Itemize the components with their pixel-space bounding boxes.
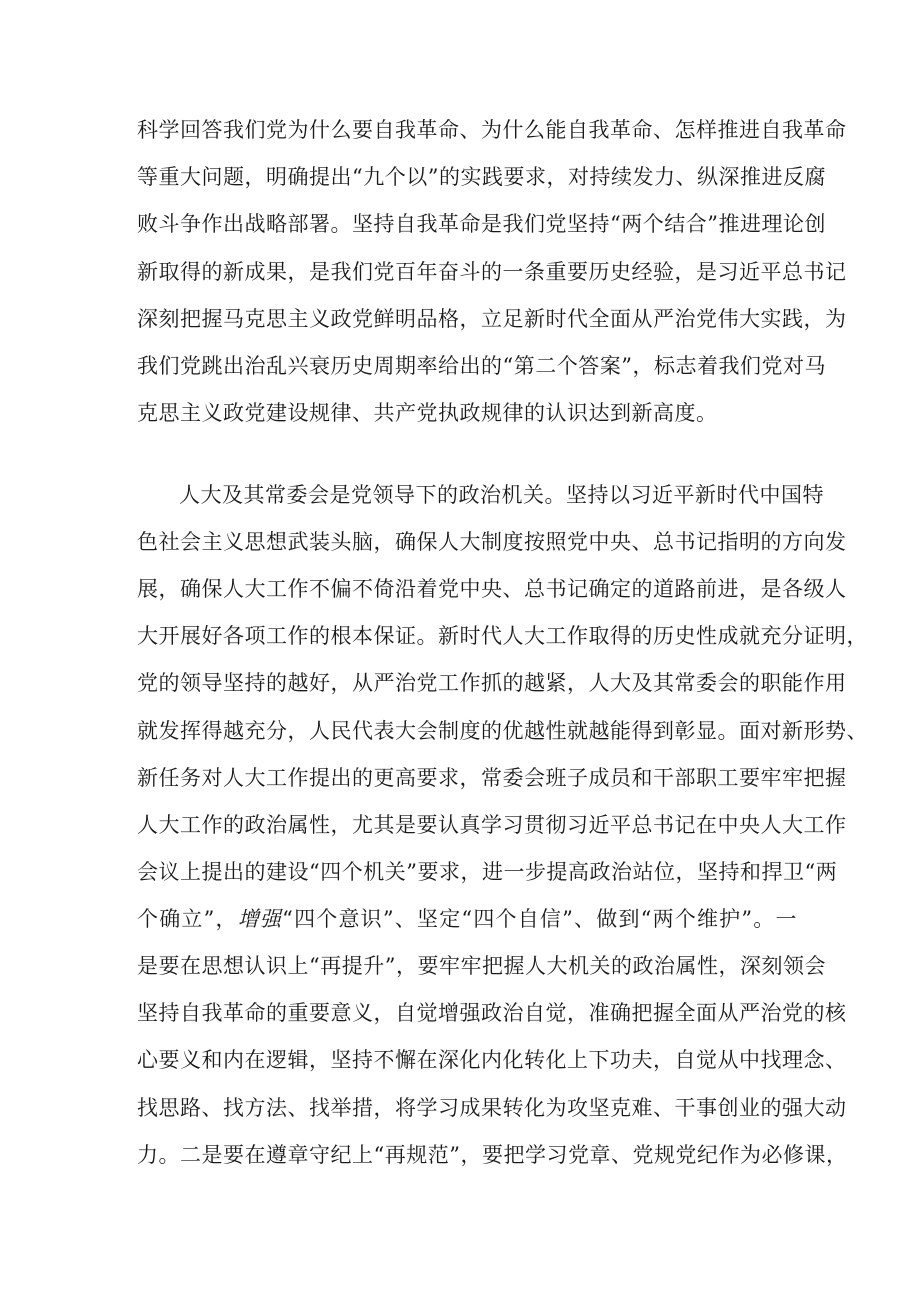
text-segment: “四个意识”、坚定“四个自信”、做到“两个维护”。一 xyxy=(282,907,797,931)
text-segment: 个确立”， xyxy=(137,907,238,931)
text-line: 展，确保人大工作不偏不倚沿着党中央、总书记确定的道路前进，是各级人 xyxy=(137,577,847,601)
text-line: 人大及其常委会是党领导下的政治机关。坚持以习近平新时代中国特 xyxy=(179,483,824,507)
text-line: 等重大问题，明确提出“九个以”的实践要求，对持续发力、纵深推进反腐 xyxy=(137,165,826,189)
text-line: 色社会主义思想武装头脑，确保人大制度按照党中央、总书记指明的方向发 xyxy=(137,530,847,554)
text-line: 力。二是要在遵章守纪上“再规范”，要把学习党章、党规党纪作为必修课， xyxy=(137,1143,848,1167)
text-line: 找思路、找方法、找举措，将学习成果转化为攻坚克难、干事创业的强大动 xyxy=(137,1096,847,1120)
text-line: 就发挥得越充分，人民代表大会制度的优越性就越能得到彰显。面对新形势、 xyxy=(137,719,868,743)
text-line: 是要在思想认识上“再提升”，要牢牢把握人大机关的政治属性，深刻领会 xyxy=(137,954,826,978)
text-line: 大开展好各项工作的根本保证。新时代人大工作取得的历史性成就充分证明， xyxy=(137,624,868,648)
text-line: 人大工作的政治属性，尤其是要认真学习贯彻习近平总书记在中央人大工作 xyxy=(137,813,847,837)
text-line xyxy=(137,904,797,934)
text-line: 败斗争作出战略部署。坚持自我革命是我们党坚持“两个结合”推进理论创 xyxy=(137,212,826,236)
text-line: 我们党跳出治乱兴衰历史周期率给出的“第二个答案”，标志着我们党对马 xyxy=(137,354,826,378)
text-line: 克思主义政党建设规律、共产党执政规律的认识达到新高度。 xyxy=(137,401,718,425)
text-line: 深刻把握马克思主义政党鲜明品格，立足新时代全面从严治党伟大实践，为 xyxy=(137,307,847,331)
text-line: 新任务对人大工作提出的更高要求，常委会班子成员和干部职工要牢牢把握 xyxy=(137,766,847,790)
text-line: 科学回答我们党为什么要自我革命、为什么能自我革命、怎样推进自我革命 xyxy=(137,118,847,142)
text-line: 会议上提出的建设“四个机关”要求，进一步提高政治站位，坚持和捍卫“两 xyxy=(137,860,838,884)
emphasized-text: 增强 xyxy=(237,907,283,931)
text-line: 坚持自我革命的重要意义，自觉增强政治自觉，准确把握全面从严治党的核 xyxy=(137,1001,847,1025)
text-line: 党的领导坚持的越好，从严治党工作抓的越紧，人大及其常委会的职能作用 xyxy=(137,671,847,695)
text-line: 新取得的新成果，是我们党百年奋斗的一条重要历史经验，是习近平总书记 xyxy=(137,260,847,284)
text-line: 心要义和内在逻辑，坚持不懈在深化内化转化上下功夫，自觉从中找理念、 xyxy=(137,1048,847,1072)
